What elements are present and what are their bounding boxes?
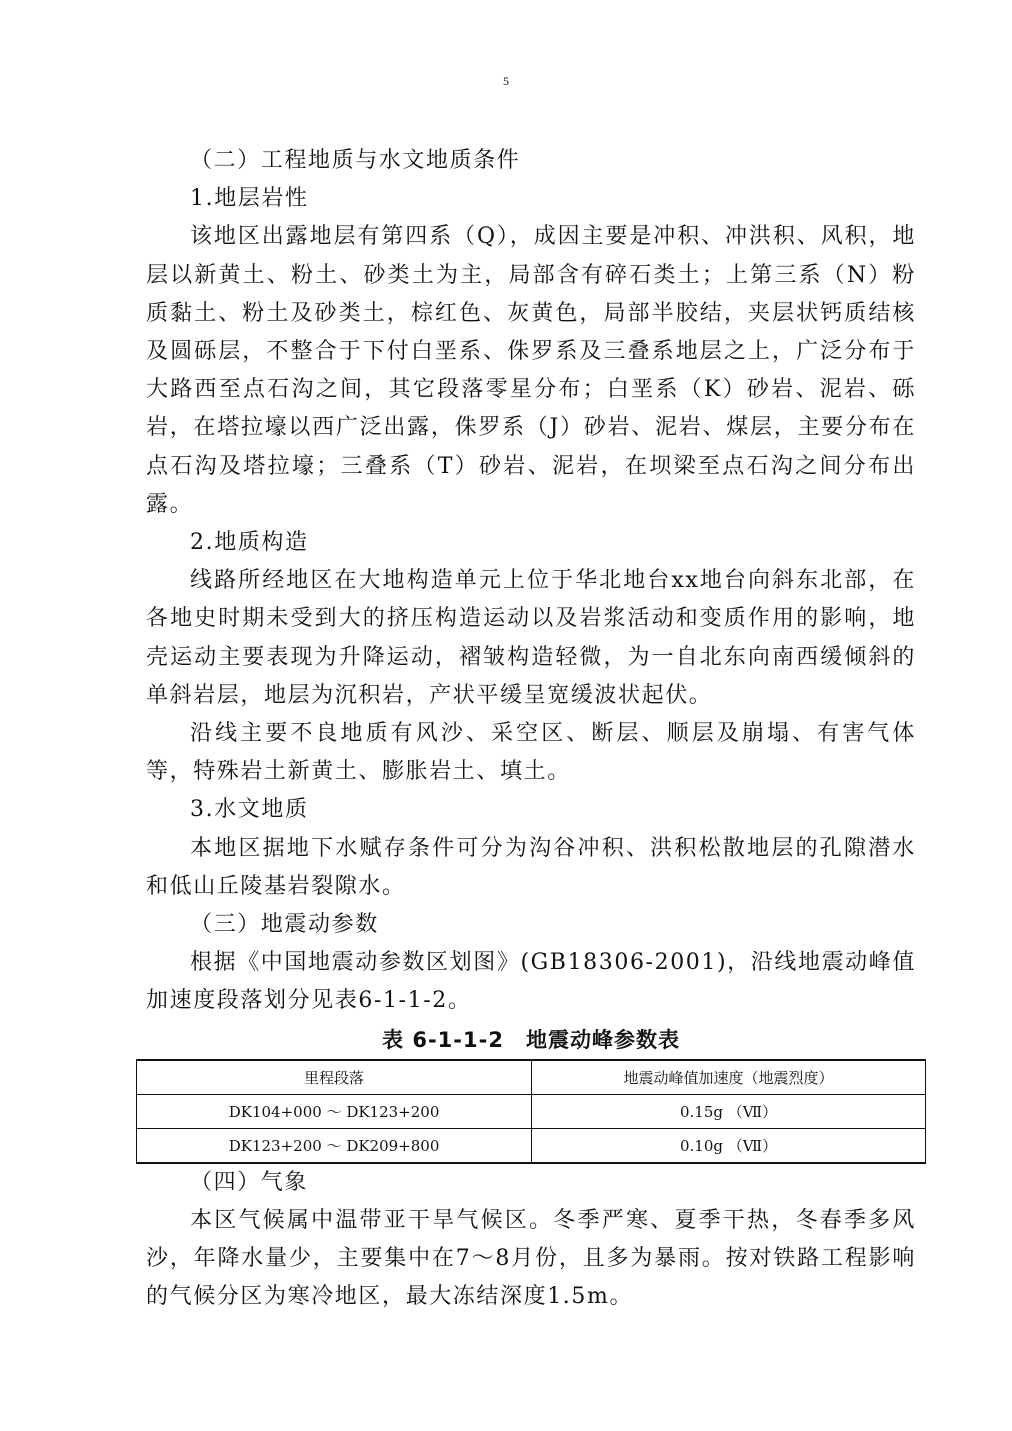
seismic-parameter-table [136,1059,926,1164]
page-number: 5 [503,74,509,88]
paragraph-seismic: 根据《中国地震动参数区划图》(GB18306-2001)，沿线地震动峰值加速度段落划分见表6-1-1-2。 [146,950,916,1014]
subsection-heading-structure: 2.地质构造 [190,530,309,555]
paragraph-climate: 本区气候属中温带亚干旱气候区。冬季严寒、夏季干热，冬春季多风沙，年降水量少，主要集中在7～8月份，且多为暴雨。按对铁路工程影响的气候分区为寒冷地区，最大冻结深度1.5m。 [146,1207,916,1310]
table-cell: 0.10g （Ⅶ） [532,1128,926,1163]
paragraph-adverse-geology: 沿线主要不良地质有风沙、采空区、断层、顺层及崩塌、有害气体等，特殊岩土新黄土、膨胀岩土、填土。 [146,721,916,785]
table-cell: 0.15g （Ⅶ） [532,1094,926,1128]
subsection-heading-hydrogeology: 3.水文地质 [190,797,309,823]
paragraph-hydrogeology: 本地区据地下水赋存条件可分为沟谷冲积、洪积松散地层的孔隙潜水和低山丘陵基岩裂隙水。 [146,835,916,899]
table-header-cell: 地震动峰值加速度（地震烈度） [532,1060,926,1095]
subsection-heading-strata: 1.地层岩性 [190,186,309,212]
section-heading-seismic: （三）地震动参数 [190,912,379,937]
paragraph-strata: 该地区出露地层有第四系（Q），成因主要是冲积、冲洪积、风积，地层以新黄土、粉土、砂类土为主，局部含有碎石类土；上第三系（N）粉质黏土、粉土及砂类土，棕红色、灰黄色，局部半胶结，夹层状钙质结核及圆砾层，不整合于下付白垩系、侏罗系及三叠系地层之上，广泛分布于大路西至点石沟之间，其它段落零星分布；白垩系（K）砂岩、泥岩、砾岩，在塔拉壕以西广泛出露，侏罗系（J）砂岩、泥岩、煤层，主要分布在点石沟及塔拉壕；三叠系（T）砂岩、泥岩，在坝梁至点石沟之间分布出露。 [146,224,916,517]
table-caption: 表 6-1-1-2 地震动峰参数表 [382,1027,680,1052]
section-heading-climate: （四）气象 [190,1169,309,1195]
document-body [146,142,916,1316]
table-cell: DK104+000 ～ DK123+200 [137,1094,532,1128]
section-heading-engineering-geology: （二）工程地质与水文地质条件 [190,148,521,173]
table-header-row [137,1060,926,1095]
table-header-cell: 里程段落 [137,1060,532,1095]
paragraph-structure: 线路所经地区在大地构造单元上位于华北地台xx地台向斜东北部，在各地史时期未受到大的挤压构造运动以及岩浆活动和变质作用的影响，地壳运动主要表现为升降运动，褶皱构造轻微，为一自北东向南西缓倾斜的单斜岩层，地层为沉积岩，产状平缓呈宽缓波状起伏。 [146,568,916,708]
table-cell: DK123+200 ～ DK209+800 [137,1128,532,1163]
table-row [137,1128,926,1163]
table-row [137,1094,926,1128]
